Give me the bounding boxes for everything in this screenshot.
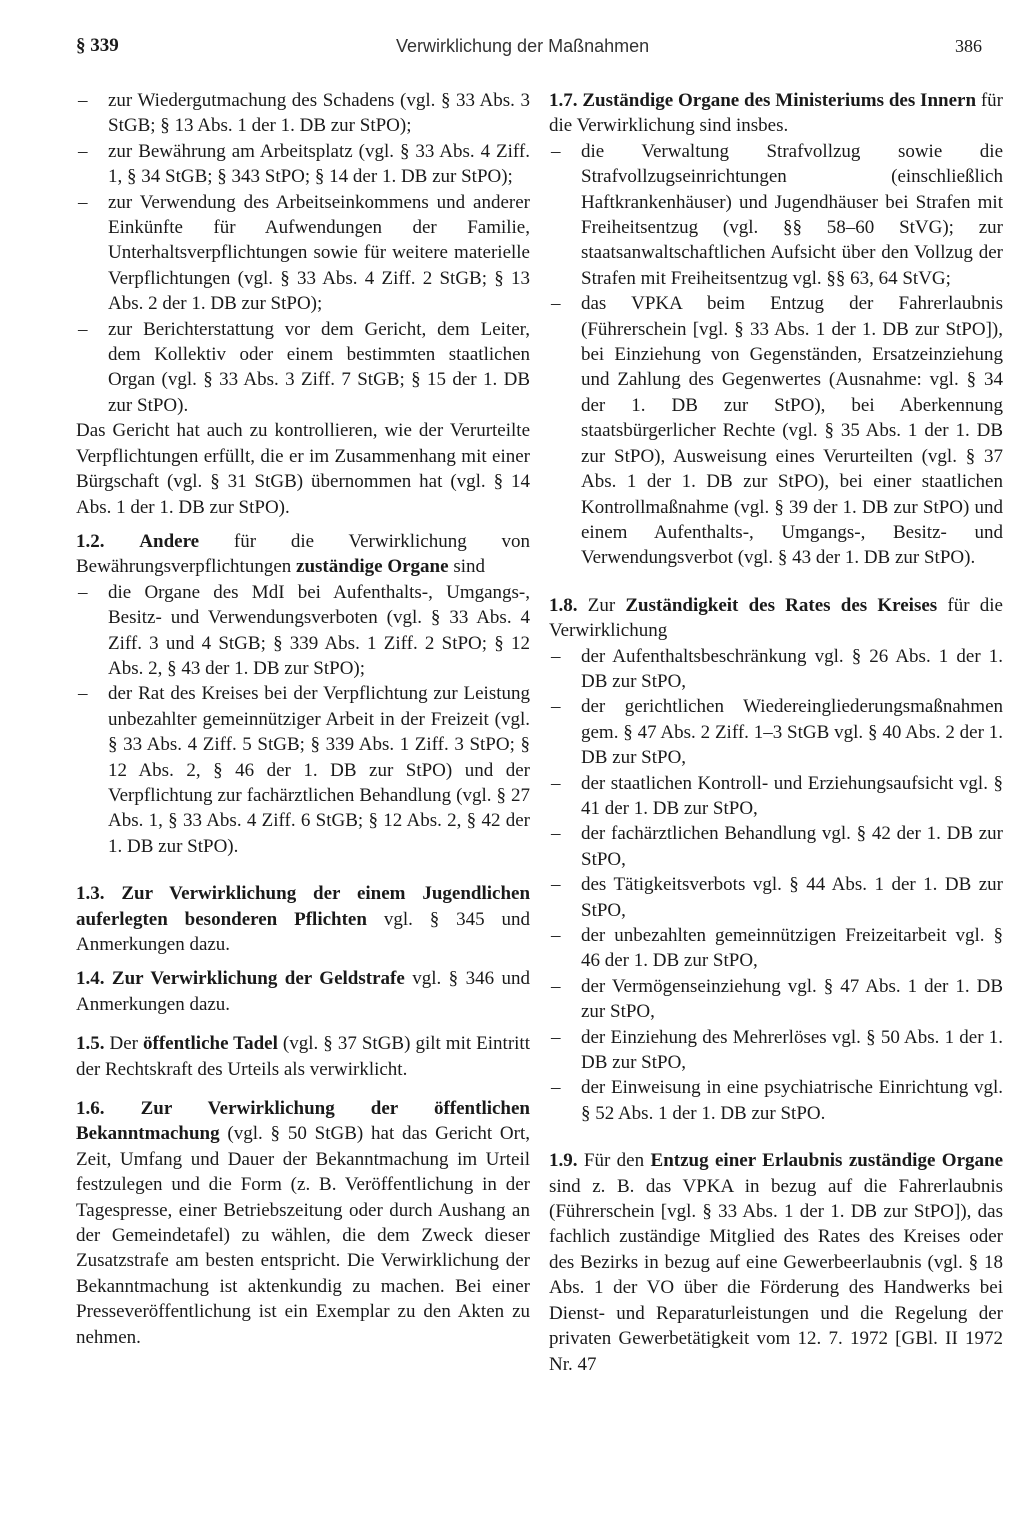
council-competence-list bbox=[549, 644, 1003, 1127]
list-item: – zur Bewährung am Arbeitsplatz (vgl. § 33 Abs. 4 Ziff. 1, § 34 StGB; § 343 StPO; § 14 der 1. DB zur StPO); bbox=[76, 139, 530, 190]
bold-term: Entzug einer Erlaubnis zuständige Organe bbox=[650, 1150, 1004, 1172]
list-item: – der staatlichen Kontroll- und Erziehungsaufsicht vgl. § 41 der 1. DB zur StPO, bbox=[549, 771, 1003, 822]
bold-term: öffentliche Tadel bbox=[143, 1033, 278, 1055]
text-run: für die Verwirklichung von Bewährungsverpflichtungen bbox=[76, 530, 531, 578]
list-item: – zur Berichterstattung vor dem Gericht, dem Leiter, dem Kollektiv oder einem bestimmten staatlichen Organ (vgl. § 33 Abs. 3 Ziff. 7 StGB; § 15 der 1. DB zur StPO). bbox=[76, 317, 530, 419]
page-number: 386 bbox=[955, 36, 982, 56]
text-run: Für den bbox=[577, 1150, 651, 1172]
section-number: 1.4. bbox=[76, 968, 105, 990]
section-1-2 bbox=[76, 529, 530, 580]
list-item: – der gerichtlichen Wiedereingliederungsmaßnahmen gem. § 47 Abs. 2 Ziff. 1–3 StGB vgl. § 40 Abs. 2 der 1. DB zur StPO, bbox=[549, 694, 1003, 770]
section-number: 1.9. bbox=[549, 1150, 578, 1172]
list-item: – der Rat des Kreises bei der Verpflichtung zur Leistung unbezahlter gemeinnütziger Arbeit in der Freizeit (vgl. § 33 Abs. 4 Ziff. 5 StGB; § 339 Abs. 1 Ziff. 3 StPO; § 12 Abs. 2, § 46 der 1. DB zur StPO) und der Verpflichtung zur fachärztlichen Behandlung (vgl. § 27 Abs. 1, § 33 Abs. 4 Ziff. 6 StGB; § 12 Abs. 2, § 42 der 1. DB zur StPO). bbox=[76, 681, 530, 859]
section-number: 1.8. bbox=[549, 594, 578, 616]
list-item: – der Einziehung des Mehrerlöses vgl. § 50 Abs. 1 der 1. DB zur StPO, bbox=[549, 1025, 1003, 1076]
section-1-8 bbox=[549, 593, 1003, 644]
text-run: sind z. B. das VPKA in bezug auf die Fahrerlaubnis (Führerschein [vgl. § 33 Abs. 1 der 1. DB zur StPO]), das fachlich zuständige Mitglied des Rates des Kreises oder des Bezirks in bezug auf eine Gewerbeerlaubnis (vgl. § 18 Abs. 1 der VO über die Förderung des Handwerks bei Dienst- und Reparaturleistungen und die Regelung der privaten Gewerbetätigkeit vom 12. 7. 1972 [GBl. II 1972 Nr. 47 bbox=[549, 1175, 1003, 1375]
mdi-organs-list bbox=[549, 139, 1003, 571]
list-item: – des Tätigkeitsverbots vgl. § 44 Abs. 1 der 1. DB zur StPO, bbox=[549, 872, 1003, 923]
bold-term: Andere bbox=[139, 530, 200, 552]
section-number: 1.6. bbox=[76, 1098, 105, 1120]
list-item: – der Vermögenseinziehung vgl. § 47 Abs. 1 der 1. DB zur StPO, bbox=[549, 974, 1003, 1025]
text-run: sind bbox=[448, 556, 485, 578]
section-1-5 bbox=[76, 1031, 530, 1082]
paragraph-court-control: Das Gericht hat auch zu kontrollieren, wie der Verurteilte Verpflichtungen erfüllt, die er im Zusammenhang mit einer Bürgschaft (vgl. § 31 StGB) übernommen hat (vgl. § 14 Abs. 1 der 1. DB zur StPO). bbox=[76, 420, 530, 518]
bold-term: Zur Verwirklichung der einem Jugendlichen auferlegten besonderen Pflichten bbox=[76, 883, 531, 930]
section-number: 1.2. bbox=[76, 530, 105, 552]
text-run: Der bbox=[104, 1033, 144, 1055]
bold-term: Zuständigkeit des Rates des Kreises bbox=[625, 594, 938, 616]
running-title: Verwirklichung der Maßnahmen bbox=[396, 36, 650, 56]
section-1-4 bbox=[76, 966, 530, 1017]
text-run: für die Verwirklichung bbox=[549, 594, 1003, 642]
section-number: 1.3. bbox=[76, 883, 105, 905]
section-number: 1.5. bbox=[76, 1033, 105, 1055]
section-number: 1.7. bbox=[549, 90, 578, 111]
list-item: – die Verwaltung Strafvollzug sowie die Strafvollzugseinrichtungen (einschließlich Haftkrankenhäuser) und Jugendhäuser bei Strafen mit Freiheitsentzug (vgl. §§ 58–60 StVG); zur staatsanwaltschaftlichen Aufsicht über den Vollzug der Strafen mit Freiheitsentzug vgl. §§ 63, 64 StVG; bbox=[549, 139, 1003, 291]
list-item: – der fachärztlichen Behandlung vgl. § 42 der 1. DB zur StPO, bbox=[549, 821, 1003, 872]
list-item: – zur Verwendung des Arbeitseinkommens und anderer Einkünfte für Aufwendungen der Familie, Unterhaltsverpflichtungen sowie für weitere materielle Verpflichtungen (vgl. § 33 Abs. 4 Ziff. 2 StGB; § 13 Abs. 2 der 1. DB zur StPO); bbox=[76, 190, 530, 317]
list-item: – der Aufenthaltsbeschränkung vgl. § 26 Abs. 1 der 1. DB zur StPO, bbox=[549, 644, 1003, 695]
section-reference: § 339 bbox=[76, 35, 119, 56]
list-item: – das VPKA beim Entzug der Fahrerlaubnis (Führerschein [vgl. § 33 Abs. 1 der 1. DB zur StPO]), bei Einziehung von Gegenständen, Ersatzeinziehung und Zahlung des Gegenwertes (Ausnahme: vgl. § 34 der 1. DB zur StPO), bei Aberkennung staatsbürgerlicher Rechte (vgl. § 35 Abs. 1 der 1. DB zur StPO), Ausweisung eines Verurteilten (vgl. § 37 Abs. 1 der 1. DB zur StPO), bei einer staatlichen Kontrollmaßnahme (vgl. § 39 der 1. DB zur StPO) und einem Aufenthalts-, Umgangs-, Besitz- und Verwendungsverbot (vgl. § 43 der 1. DB zur StPO). bbox=[549, 291, 1003, 570]
text-run: für die Verwirklichung sind insbes. bbox=[549, 90, 1004, 137]
left-column bbox=[76, 88, 530, 1350]
text-run: Zur bbox=[577, 594, 626, 616]
text-run: (vgl. § 50 StGB) hat das Gericht Ort, Zeit, Umfang und Dauer der Bekanntmachung im Urteil festzulegen und die Form (z. B. Veröffentlichung in der Tagespresse, einer Betriebszeitung oder durch Aushang an der Gemeindetafel) zu wählen, die dem Zweck dieser Zusatzstrafe am besten entspricht. Die Verwirklichung der Bekanntmachung ist aktenkundig zu machen. Bei einer Presseveröffentlichung ist ein Exemplar zu den Akten zu nehmen. bbox=[76, 1123, 530, 1348]
section-1-3 bbox=[76, 881, 530, 957]
list-item: – der Einweisung in eine psychiatrische Einrichtung vgl. § 52 Abs. 1 der 1. DB zur StPO. bbox=[549, 1075, 1003, 1126]
text-run: vgl. § 345 und Anmerkungen dazu. bbox=[76, 908, 530, 955]
bold-term: Zur Verwirklichung der Geldstrafe bbox=[111, 968, 405, 990]
obligations-list bbox=[76, 88, 530, 418]
list-item: – der unbezahlten gemeinnützigen Freizeitarbeit vgl. § 46 der 1. DB zur StPO, bbox=[549, 923, 1003, 974]
text-run: vgl. § 346 und Anmerkungen dazu. bbox=[76, 968, 530, 1015]
organs-list bbox=[76, 580, 530, 859]
section-1-7 bbox=[549, 88, 1003, 139]
text-run: (vgl. § 37 StGB) gilt mit Eintritt der Rechtskraft des Urteils als verwirklicht. bbox=[76, 1033, 530, 1080]
list-item: – die Organe des MdI bei Aufenthalts-, Umgangs-, Besitz- und Verwendungsverboten (vgl. § 33 Abs. 4 Ziff. 3 und 4 StGB; § 339 Abs. 1 Ziff. 2 StPO; § 12 Abs. 2, § 43 der 1. DB zur StPO); bbox=[76, 580, 530, 682]
bold-term: zuständige Organe bbox=[296, 556, 449, 578]
section-1-6 bbox=[76, 1096, 530, 1350]
section-1-9 bbox=[549, 1148, 1003, 1377]
bold-term: Zur Verwirklichung der öffentlichen Bekanntmachung bbox=[76, 1098, 531, 1145]
right-column bbox=[549, 88, 1003, 1377]
list-item: – zur Wiedergutmachung des Schadens (vgl. § 33 Abs. 3 StGB; § 13 Abs. 1 der 1. DB zur StPO); bbox=[76, 88, 530, 139]
bold-term: Zuständige Organe des Ministeriums des Innern bbox=[582, 90, 977, 111]
